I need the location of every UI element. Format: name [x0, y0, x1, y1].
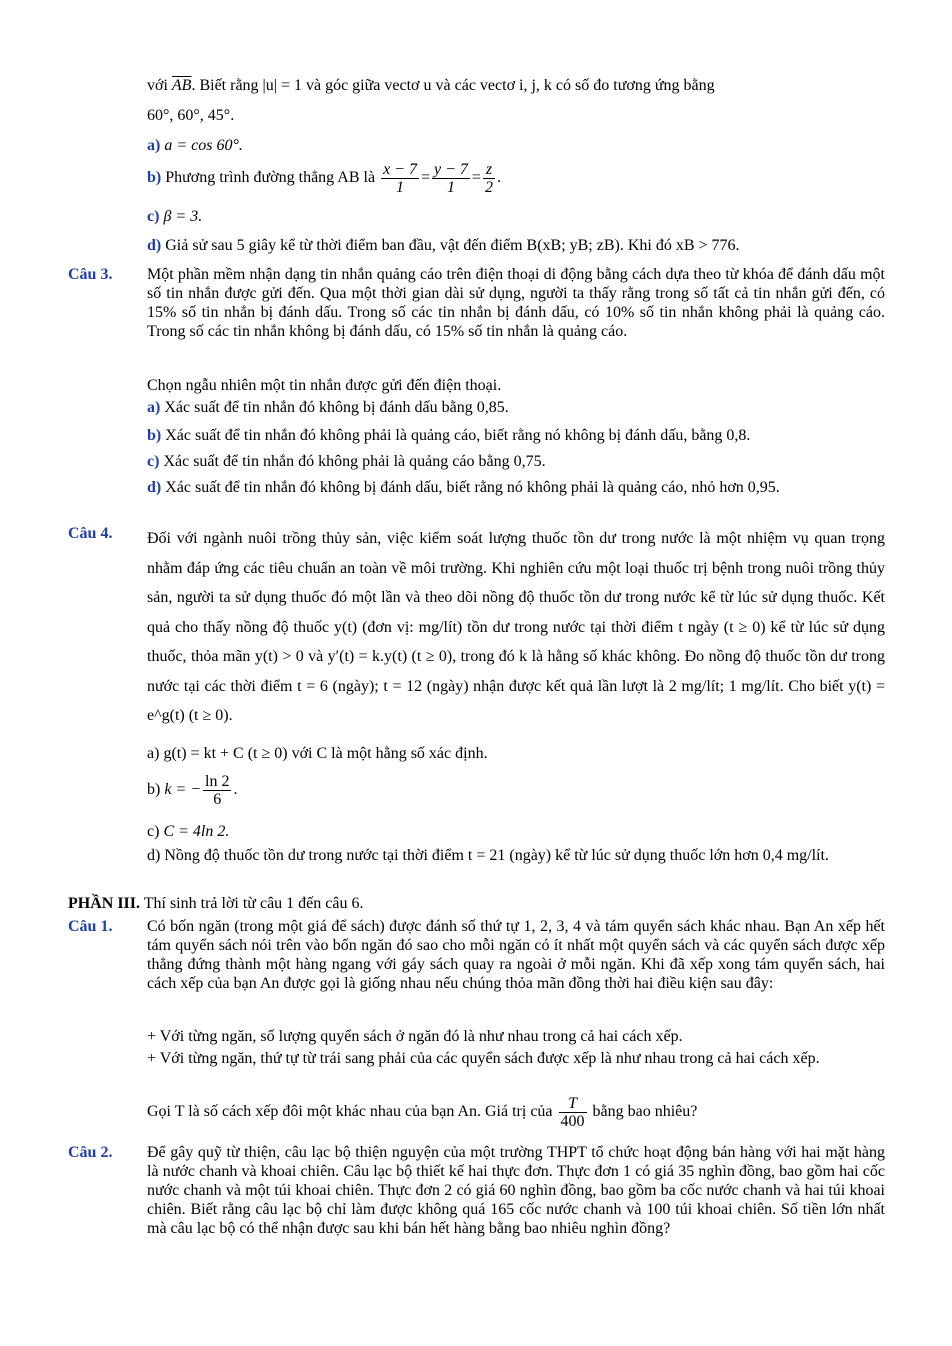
question-4-option-d	[147, 846, 885, 865]
option-label: a)	[147, 745, 160, 762]
p3-question-2-text: Để gây quỹ từ thiện, câu lạc bộ thiện nguyện của một trường THPT tổ chức hoạt động bán hàng với hai mặt hàng là nước chanh và khoai chiên. Câu lạc bộ thiết kế hai thực đơn. Thực đơn 1 có giá 35 nghìn đồng, bao gồm hai cốc nước chanh và một túi khoai chiên. Thực đơn 2 có giá 60 nghìn đồng, bao gồm ba cốc nước chanh và hai túi khoai chiên. Biết rằng câu lạc bộ chỉ làm được không quá 165 cốc nước chanh và 100 túi khoai chiên. Số tiền lớn nhất mà câu lạc bộ có thể nhận được sau khi bán hết hàng bằng bao nhiêu nghìn đồng?	[147, 1144, 885, 1237]
question-4-label: Câu 4.	[68, 525, 113, 542]
question-3-label: Câu 3.	[68, 266, 113, 283]
option-label: d)	[147, 237, 162, 254]
fraction	[483, 161, 495, 196]
option-label: c)	[147, 208, 160, 225]
option-label: d)	[147, 479, 162, 496]
option-label: b)	[147, 169, 162, 186]
ask-post: bằng bao nhiêu?	[592, 1103, 698, 1120]
p3-question-1-text: Có bốn ngăn (trong một giá để sách) được đánh số thứ tự 1, 2, 3, 4 và tám quyển sách khác nhau. Bạn An xếp hết tám quyển sách nói trên vào bốn ngăn đó sao cho mỗi ngăn có ít nhất một quyển sách và các quyển sách được xếp thẳng đứng thành một hàng ngang với gáy sách quay ra ngoài ở mỗi ngăn. Khi đã xếp xong tám quyển sách, hai cách xếp của bạn An được gọi là giống nhau nếu chúng thỏa mãn đồng thời hai điều kiện sau đây:	[147, 918, 885, 992]
option-text: C = 4ln 2.	[163, 823, 230, 840]
intro-option-a	[147, 136, 885, 155]
option-text: Xác suất để tin nhắn đó không bị đánh dấu, biết rằng nó không phải là quảng cáo, nhỏ hơn 0,95.	[165, 479, 780, 496]
question-4-option-c	[147, 822, 885, 841]
option-text: Xác suất để tin nhắn đó không phải là quảng cáo bằng 0,75.	[163, 453, 546, 470]
intro-pre: với	[147, 77, 172, 94]
intro-mid: . Biết rằng |u| = 1 và góc giữa vectơ u và các vectơ i, j, k có số đo tương ứng bằng	[191, 77, 715, 94]
p3-question-1-cond2: + Với từng ngăn, thứ tự từ trái sang phải của các quyển sách được xếp là như nhau trong cả hai cách xếp.	[147, 1050, 820, 1067]
option-label: c)	[147, 453, 160, 470]
fraction	[559, 1095, 587, 1130]
fraction	[381, 161, 419, 196]
question-3-line2: Chọn ngẫu nhiên một tin nhắn được gửi đến điện thoại.	[147, 377, 502, 394]
intro-line	[147, 76, 885, 95]
intro-option-d	[147, 236, 885, 255]
denominator: 1	[396, 178, 405, 196]
question-4-option-a	[147, 744, 885, 763]
option-text: Giả sử sau 5 giây kể từ thời điểm ban đầu, vật đến điểm B(xB; yB; zB). Khi đó xB > 776.	[165, 237, 740, 254]
option-text: β = 3.	[163, 208, 203, 225]
intro-option-b: b) Phương trình đường thẳng AB là $\frac{x - 7}{1}$ = $\frac{y - 7}{1}$ = $\frac{z}{2}$ .	[147, 160, 501, 196]
part-3-heading	[68, 894, 363, 913]
numerator: x − 7	[383, 160, 417, 178]
option-text: k = −	[164, 781, 202, 798]
option-label: a)	[147, 137, 161, 154]
denominator: 2	[484, 178, 493, 196]
p3-question-1-ask	[147, 1094, 885, 1130]
question-3-option-d	[147, 478, 885, 497]
question-3-text: Một phần mềm nhận dạng tin nhắn quảng cáo trên điện thoại di động bằng cách dựa theo từ khóa để đánh dấu một số tin nhắn được gửi đến. Qua một thời gian dài sử dụng, người ta thấy rằng trong số tất cả tin nhắn gửi đến, có 15% số tin nhắn bị đánh dấu. Trong số các tin nhắn bị đánh dấu, có 10% số tin nhắn không phải là quảng cáo. Trong số các tin nhắn không bị đánh dấu, có 15% số tin nhắn là quảng cáo.	[147, 266, 885, 340]
option-label: b)	[147, 427, 162, 444]
denominator: 1	[446, 178, 455, 196]
p3-question-1-label: Câu 1.	[68, 918, 113, 935]
option-text: Nồng độ thuốc tồn dư trong nước tại thời điểm t = 21 (ngày) kể từ lúc sử dụng thuốc lớn hơn 0,4 mg/lít.	[164, 847, 829, 864]
numerator: ln 2	[205, 772, 230, 790]
fraction	[203, 773, 231, 808]
numerator: T	[559, 1095, 587, 1113]
intro-option-c	[147, 207, 885, 226]
option-text: Xác suất để tin nhắn đó không bị đánh dấu bằng 0,85.	[164, 399, 509, 416]
numerator: z	[483, 161, 495, 179]
option-text: g(t) = kt + C (t ≥ 0) với C là một hằng số xác định.	[163, 745, 488, 762]
option-text: Xác suất để tin nhắn đó không phải là quảng cáo, biết rằng nó không bị đánh dấu, bằng 0,8.	[165, 427, 751, 444]
denominator: 400	[560, 1112, 585, 1130]
vector-ab: $\overline{AB}$	[171, 77, 192, 94]
question-3-option-a	[147, 398, 885, 417]
option-label: d)	[147, 847, 161, 864]
option-label: b)	[147, 781, 161, 798]
part-subtitle: Thí sinh trả lời từ câu 1 đến câu 6.	[143, 895, 364, 912]
denominator: 6	[213, 790, 222, 808]
option-text: Phương trình đường thẳng AB là	[165, 169, 376, 186]
option-label: a)	[147, 399, 161, 416]
question-4-option-b: b) k = − $\frac{\ln 2}{6}$ .	[147, 772, 238, 808]
part-title: PHẦN III.	[68, 895, 141, 912]
intro-angles: 60°, 60°, 45°.	[147, 107, 235, 124]
ask-pre: Gọi T là số cách xếp đôi một khác nhau của bạn An. Giá trị của	[147, 1103, 553, 1120]
question-3-option-c	[147, 452, 885, 471]
fraction	[432, 161, 470, 196]
p3-question-1-cond1: + Với từng ngăn, số lượng quyển sách ở ngăn đó là như nhau trong cả hai cách xếp.	[147, 1028, 683, 1045]
p3-question-2-label: Câu 2.	[68, 1144, 113, 1161]
question-3-option-b	[147, 426, 885, 445]
question-4-text: Đối với ngành nuôi trồng thủy sản, việc kiểm soát lượng thuốc tồn dư trong nước là một nhiệm vụ quan trọng nhằm đáp ứng các tiêu chuẩn an toàn về môi trường. Khi nghiên cứu một loại thuốc trị bệnh trong nuôi trồng thủy sản, người ta sử dụng thuốc đó một lần và theo dõi nồng độ thuốc tồn dư trong nước kể từ lúc sử dụng thuốc. Kết quả cho thấy nồng độ thuốc y(t) (đơn vị: mg/lít) tồn dư trong nước tại thời điểm t ngày (t ≥ 0) kể từ lúc sử dụng thuốc, thỏa mãn y(t) > 0 và y′(t) = k.y(t) (t ≥ 0), trong đó k là hằng số khác không. Đo nồng độ thuốc tồn dư trong nước tại các thời điểm t = 6 (ngày); t = 12 (ngày) nhận được kết quả lần lượt là 2 mg/lít; 1 mg/lít. Cho biết y(t) = e^g(t) (t ≥ 0).	[147, 530, 885, 724]
numerator: y − 7	[434, 160, 468, 178]
option-label: c)	[147, 823, 160, 840]
option-text: a = cos 60°.	[164, 137, 243, 154]
